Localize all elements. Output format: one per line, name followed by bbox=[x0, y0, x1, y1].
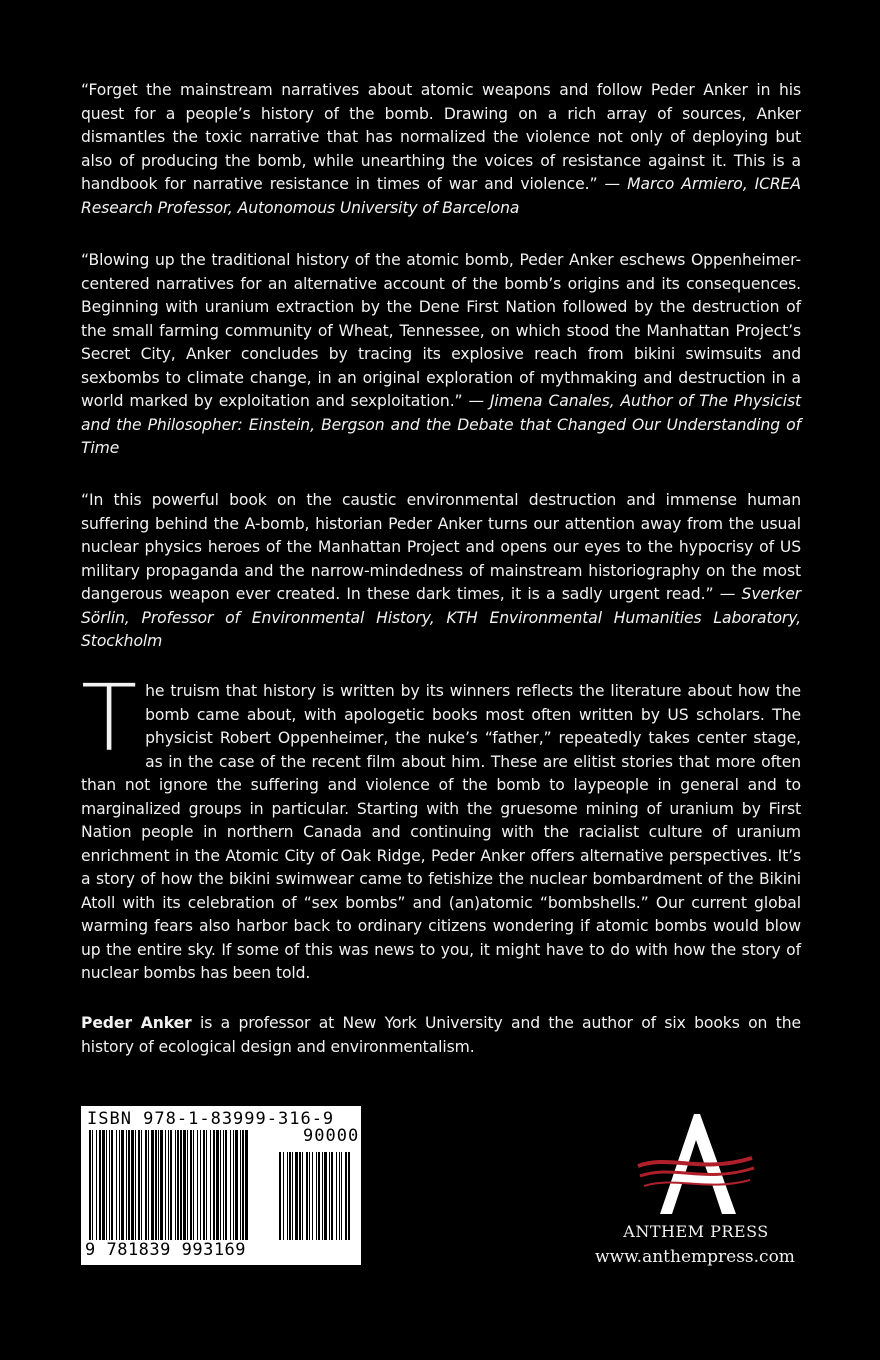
author-bio bbox=[81, 1012, 801, 1059]
barcode-addon-bar bbox=[336, 1152, 337, 1240]
barcode-addon-bar bbox=[292, 1152, 293, 1240]
barcode-bar bbox=[128, 1130, 130, 1240]
barcode-bar bbox=[242, 1130, 244, 1240]
barcode-bar bbox=[210, 1130, 211, 1240]
barcode-bar bbox=[223, 1130, 224, 1240]
barcode-bar bbox=[119, 1130, 120, 1240]
publisher-website: www.anthempress.com bbox=[595, 1247, 795, 1267]
barcode-bar bbox=[145, 1130, 147, 1240]
barcode-bar bbox=[240, 1130, 241, 1240]
endorsement-quote-1 bbox=[81, 79, 801, 220]
barcode-bar bbox=[141, 1130, 142, 1240]
barcode-bars-icon bbox=[89, 1130, 353, 1242]
barcode-bar bbox=[230, 1130, 231, 1240]
barcode-addon-bar bbox=[279, 1152, 281, 1240]
barcode-bar bbox=[245, 1130, 248, 1240]
barcode-bar bbox=[89, 1130, 91, 1240]
barcode-addon-bar bbox=[295, 1152, 298, 1240]
endorsement-quote-3 bbox=[81, 489, 801, 654]
quote-text: “Forget the mainstream narratives about atomic weapons and follow Peder Anker in his quest for a people’s history of the bomb. Drawing on a rich array of sources, Anker dismantles the toxic narrative that has normalized the violence not only of deploying but also of producing the bomb, while unearthing the voices of resistance against it. This is a handbook for narrative resistance in times of war and violence.” — bbox=[81, 81, 801, 193]
description-text: he truism that history is written by its winners reflects the literature about how the bomb came about, with apologetic books most often written by US scholars. The physicist Robert Oppenheimer, the nuke’s “father,” repeatedly takes center stage, as in the case of the recent film about him. These are elitist stories that more often than not ignore the suffering and violence of the bomb to laypeople in general and to marginalized groups in particular. Starting with the gruesome mining of uranium by First Nation people in northern Canada and continuing with the racialist culture of uranium enrichment in the Atomic City of Oak Ridge, Peder Anker offers alternative perspectives. It’s a story of how the bikini swimwear came to fetishize the nuclear bombardment of the Bikini Atoll with its celebration of “sex bombs” and (an)atomic “bombshells.” Our current global warming fears also harbor back to ordinary citizens wondering if atomic bombs would blow up the entire sky. If some of this was news to you, it might have to do with how the story of nuclear bombs has been told. bbox=[81, 682, 801, 982]
barcode-bar bbox=[102, 1130, 105, 1240]
barcode-bar bbox=[175, 1130, 176, 1240]
barcode-bar bbox=[160, 1130, 163, 1240]
barcode-addon-bar bbox=[299, 1152, 301, 1240]
barcode-bar bbox=[180, 1130, 182, 1240]
barcode-addon-bar bbox=[316, 1152, 317, 1240]
quote-attribution: Marco Armiero, ICREA Research Professor, Autonomous University of Barcelona bbox=[81, 175, 801, 217]
barcode-bar bbox=[96, 1130, 97, 1240]
barcode-bar bbox=[197, 1130, 198, 1240]
book-description bbox=[81, 665, 801, 986]
barcode-bar bbox=[170, 1130, 172, 1240]
barcode-bar bbox=[213, 1130, 215, 1240]
drop-cap: T bbox=[81, 665, 138, 772]
barcode-bar bbox=[187, 1130, 188, 1240]
barcode-addon-bar bbox=[306, 1152, 308, 1240]
anthem-press-logo-icon bbox=[630, 1110, 760, 1220]
barcode-addon-bar bbox=[341, 1152, 342, 1240]
barcode-addon-bar bbox=[345, 1152, 347, 1240]
barcode-addon-bar bbox=[312, 1152, 313, 1240]
barcode-bar bbox=[135, 1130, 136, 1240]
barcode-bar bbox=[116, 1130, 117, 1240]
barcode-bar bbox=[193, 1130, 194, 1240]
barcode-bar bbox=[155, 1130, 157, 1240]
endorsement-quote-2 bbox=[81, 249, 801, 461]
barcode-addon-bar bbox=[283, 1152, 284, 1240]
publisher-name: ANTHEM PRESS bbox=[623, 1222, 769, 1241]
barcode-addon-bar bbox=[331, 1152, 333, 1240]
barcode-bar bbox=[183, 1130, 186, 1240]
quote-text: “Blowing up the traditional history of the atomic bomb, Peder Anker eschews Oppenheimer-centered narratives for an alternative account of the bomb’s origins and its consequences. Beginning with uranium extraction by the Dene First Nation followed by the destruction of the small farming community of Wheat, Tennessee, on which stood the Manhattan Project’s Secret City, Anker concludes by tracing its explosive reach from bikini swimsuits and sexbombs to climate change, in an original exploration of mythmaking and destruction in a world marked by exploitation and sexploitation.” — bbox=[81, 251, 801, 410]
barcode-bar bbox=[148, 1130, 149, 1240]
barcode-addon-bar bbox=[289, 1152, 291, 1240]
author-name: Peder Anker bbox=[81, 1014, 192, 1032]
barcode-addon-bar bbox=[329, 1152, 330, 1240]
barcode-bar bbox=[92, 1130, 93, 1240]
ean-number: 9 781839 993169 bbox=[85, 1240, 247, 1260]
barcode-bar bbox=[151, 1130, 154, 1240]
barcode-bar bbox=[99, 1130, 101, 1240]
barcode-bar bbox=[235, 1130, 238, 1240]
barcode-bar bbox=[138, 1130, 140, 1240]
barcode-bar bbox=[109, 1130, 110, 1240]
barcode-bar bbox=[206, 1130, 207, 1240]
barcode-addon-bar bbox=[287, 1152, 288, 1240]
barcode-bar bbox=[111, 1130, 113, 1240]
barcode-bar bbox=[158, 1130, 159, 1240]
barcode-bar bbox=[131, 1130, 134, 1240]
barcode-bar bbox=[165, 1130, 166, 1240]
barcode-bar bbox=[216, 1130, 219, 1240]
barcode-bar bbox=[220, 1130, 221, 1240]
barcode-addon-bar bbox=[322, 1152, 323, 1240]
isbn-number: ISBN 978-1-83999-316-9 bbox=[87, 1109, 335, 1129]
barcode-bar bbox=[177, 1130, 179, 1240]
barcode-addon-bar bbox=[302, 1152, 303, 1240]
barcode-bar bbox=[225, 1130, 227, 1240]
barcode-bar bbox=[168, 1130, 169, 1240]
barcode-addon-bar bbox=[348, 1152, 350, 1240]
barcode-bar bbox=[200, 1130, 201, 1240]
barcode-bar bbox=[203, 1130, 205, 1240]
barcode-bar bbox=[106, 1130, 107, 1240]
barcode-bar bbox=[233, 1130, 234, 1240]
bio-text: is a professor at New York University and the author of six books on the history of ecological design and environmentalism. bbox=[81, 1014, 801, 1056]
quote-text: “In this powerful book on the caustic environmental destruction and immense human suffering behind the A-bomb, historian Peder Anker turns our attention away from the usual nuclear physics heroes of the Manhattan Project and opens our eyes to the hypocrisy of US military propaganda and the narrow-mindedness of mainstream historiography on the most dangerous weapon ever created. In these dark times, it is a sadly urgent read.” bbox=[81, 491, 801, 603]
barcode-addon-bar bbox=[318, 1152, 320, 1240]
isbn-barcode bbox=[81, 1106, 361, 1265]
barcode-bar bbox=[121, 1130, 124, 1240]
quote-attribution: — Sverker Sörlin, Professor of Environmental History, KTH Environmental Humanities Laboratory, Stockholm bbox=[81, 585, 801, 650]
quote-attribution: Jimena Canales, Author of The Physicist and the Philosopher: Einstein, Bergson and the Debate that Changed Our Understanding of Time bbox=[81, 392, 801, 457]
barcode-addon-bar bbox=[309, 1152, 310, 1240]
price-code: 90000 bbox=[303, 1126, 360, 1146]
barcode-bar bbox=[190, 1130, 192, 1240]
barcode-addon-bar bbox=[339, 1152, 340, 1240]
barcode-bar bbox=[126, 1130, 127, 1240]
barcode-addon-bar bbox=[324, 1152, 327, 1240]
